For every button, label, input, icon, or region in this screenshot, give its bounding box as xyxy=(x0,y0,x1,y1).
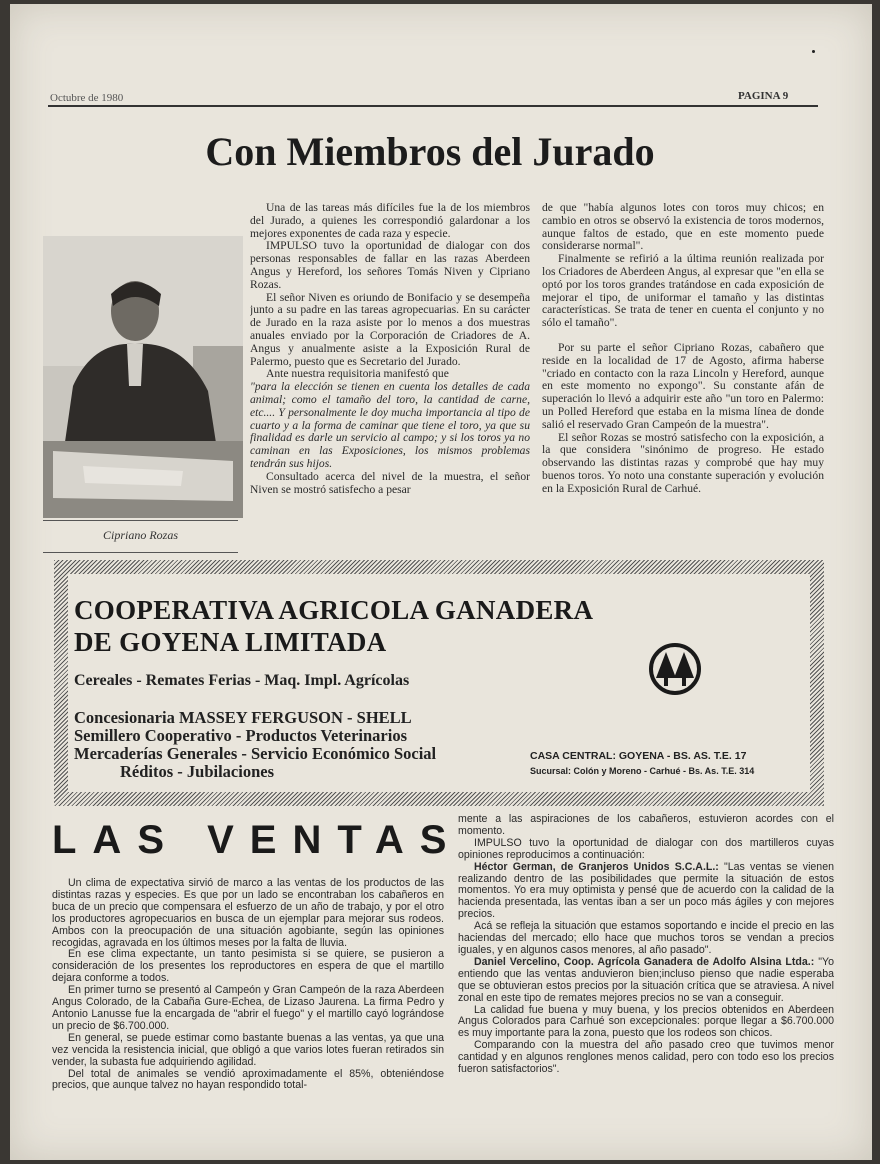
cooperative-advertisement xyxy=(54,560,824,806)
portrait-illustration xyxy=(43,236,243,518)
issue-date: Octubre de 1980 xyxy=(50,92,124,104)
speaker-paragraph xyxy=(458,862,834,922)
paragraph: En ese clima expectante, un tanto pesimista si se quiere, se pusieron a consideración de los presentes los reproductores en espera de que el martillo dejara conforme a todos. xyxy=(52,948,444,985)
ad-seeds-line: Semillero Cooperativo - Productos Veterinarios xyxy=(74,726,408,745)
ventas-column-1 xyxy=(52,878,444,1124)
print-speck xyxy=(812,50,815,53)
photo-caption: Cipriano Rozas xyxy=(102,528,178,542)
paragraph: Ante nuestra requisitoria manifestó que xyxy=(266,367,449,381)
ad-body xyxy=(68,574,810,792)
caption-rule-top xyxy=(43,520,238,521)
speaker-paragraph xyxy=(458,957,834,1005)
article-title-ventas: LAS VENTAS xyxy=(52,818,463,862)
newspaper-page xyxy=(10,4,872,1160)
ad-main-address: CASA CENTRAL: GOYENA - BS. AS. T.E. 17 xyxy=(530,750,747,762)
ad-products-line: Cereales - Remates Ferias - Maq. Impl. Agrícolas xyxy=(74,672,410,689)
portrait-photo xyxy=(43,236,243,518)
page-number: PAGINA 9 xyxy=(738,90,789,102)
paragraph: IMPULSO tuvo la oportunidad de dialogar con dos martilleros cuyas opiniones reproducimos a continuación: xyxy=(458,836,834,861)
speaker-name: Daniel Vercelino, Coop. Agrícola Ganadera de Adolfo Alsina Ltda.: xyxy=(474,955,815,968)
jurado-column-1 xyxy=(250,202,530,552)
speaker-name: Héctor German, de Granjeros Unidos S.C.A.L.: xyxy=(474,860,719,873)
article-title-jurado: Con Miembros del Jurado xyxy=(205,129,655,174)
speaker-quote: "Yo entiendo que las ventas anduvieron bien;incluso pienso que nadie esperaba que se obtuvieran estos precios por la situación crítica que se atraviesa. A nivel zonal en este tipo de remates mejores precios no se van a conseguir. xyxy=(458,955,834,1004)
quote-paragraph: "para la elección se tienen en cuenta los detalles de cada animal; como el tamaño del toro, la cantidad de carne, etc.... Y personalmente le doy mucha importancia al tipo de cuarto y a la forma de caminar que tiene el toro, ya que su finalidad es darle un servicio al campo; y si los toros ya no caminan en las Exposiciones, los mismos problemas tendrán sus hijos. xyxy=(250,380,530,470)
ad-title xyxy=(74,594,593,658)
ad-pension-line: Réditos - Jubilaciones xyxy=(120,762,275,781)
caption-rule-bottom xyxy=(43,552,238,553)
paragraph: Acá se refleja la situación que estamos soportando e incide el precio en las haciendas del mercado; ello hace que muchos toros se vendan a precios iguales, y en algunos casos menores, al año pasado". xyxy=(458,920,834,956)
ad-title-line-1: COOPERATIVA AGRICOLA GANADERA xyxy=(74,595,594,625)
paragraph: Un clima de expectativa sirvió de marco a las ventas de los productos de las distintas razas y especies. Es que por un lado se encontraban los cabañeros en buca de un precio que compensara el esfuerzo de un año de trabajo, y por el otro los productores agropecuarios en busca de un ejemplar para mejorar sus rodeos. Ambos con la preocupación de una situación agobiante, según las opiniones recogidas, agravada en los últimos meses por la falta de lluvia. xyxy=(52,878,444,949)
paragraph: El señor Niven es oriundo de Bonifacio y se desempeña junto a su padre en las tareas agropecuarias. En su carácter de Jurado en la raza asiste por lo menos a dos muestras anuales enviado por la Corporación de Criadores de A. Angus y anualmente asiste a la Exposición Rural de Palermo, puesto que es Secretario del Jurado. xyxy=(250,290,530,368)
ad-branch-address: Sucursal: Colón y Moreno - Carhué - Bs. As. T.E. 314 xyxy=(530,766,755,776)
paragraph: Comparando con la muestra del año pasado creo que tuvimos menor cantidad y en algunos renglones menos calidad, pero con todo eso los precios fueron satisfactorios". xyxy=(458,1039,834,1076)
paragraph: Consultado acerca del nivel de la muestra, el señor Niven se mostró satisfecho a pesar xyxy=(250,469,530,496)
ad-title-line-2: DE GOYENA LIMITADA xyxy=(74,627,387,657)
speaker-quote: "Las ventas se vienen realizando dentro de las posibilidades que permite la situación de estos momentos. Yo era muy optimista y pensé que de acuerdo con la calidad de la hacienda presentada, las ventas iban a ser un poco más ágiles y con mejores precios. xyxy=(458,860,834,921)
ad-dealer-line: Concesionaria MASSEY FERGUSON - SHELL xyxy=(74,708,412,727)
ventas-column-2 xyxy=(458,814,834,1114)
paragraph: El señor Rozas se mostró satisfecho con la exposición, a la que considera "sinónimo de progreso. He estado observando las distintas razas y comprobé que hay muy buenos toros. Yo noto una constante superación y evolución en la Exposición Rural de Carhué. xyxy=(542,430,824,495)
paragraph: mente a las aspiraciones de los cabañeros, estuvieron acordes con el momento. xyxy=(458,814,834,837)
header-rule xyxy=(48,105,818,107)
paragraph: Por su parte el señor Cipriano Rozas, cabañero que reside en la localidad de 17 de Agosto, afirma haberse "criado en contacto con la raza Lincoln y Hereford, aunque en este momento no expongo". Su constante afán de superación lo llevó a adquirir este año "un toro en Palermo: un Polled Hereford que estaba en la misma línea de donde salió el reservado Gran Campeón de la muestra". xyxy=(542,340,824,431)
paragraph: IMPULSO tuvo la oportunidad de dialogar con dos personas responsables de fallar en las razas Aberdeen Angus y Hereford, los señores Tomás Niven y Cipriano Rozas. xyxy=(250,239,530,291)
paragraph: La calidad fue buena y muy buena, y los precios obtenidos en Aberdeen Angus Colorados para Carhué son excepcionales: porque llegar a $6.700.000 es muy importante para la zona, puesto que los rodeos son chicos. xyxy=(458,1003,834,1040)
cooperative-pine-trees-logo-icon xyxy=(646,640,704,698)
paragraph: Del total de animales se vendió aproximadamente el 85%, obteniéndose precios, que aunque talvez no hayan respondido total- xyxy=(52,1067,444,1092)
paragraph: En general, se puede estimar como bastante buenas a las ventas, ya que una vez vencida la resistencia inicial, que obligó a que varios lotes fueran retirados sin vender, la subasta fue adquiriendo agilidad. xyxy=(52,1031,444,1068)
paragraph: de que "había algunos lotes con toros muy chicos; en cambio en otros se observó la existencia de toros modernos, aunque faltos de estado, que en este momento puede considerarse normal". xyxy=(542,202,824,253)
paragraph: Finalmente se refirió a la última reunión realizada por los Criadores de Aberdeen Angus, al expresar que "en ella se optó por los toros grandes tratándose en cada exposición de mejorar el tipo, de uniformar el tamaño y las distintas características. Se trata de tener en cuenta el conjunto y no sólo el tamaño". xyxy=(542,252,824,330)
paragraph: En primer turno se presentó al Campeón y Gran Campeón de la raza Aberdeen Angus Colorado, de la Cabaña Gure-Echea, de Lizaso Jaurena. La firma Pedro y Antonio Lanusse fue la encargada de "abrir el fuego" y el martillo cayó lográndose un precio de $6.700.000. xyxy=(52,984,444,1032)
jurado-column-2 xyxy=(542,202,824,552)
paragraph: Una de las tareas más difíciles fue la de los miembros del Jurado, a quienes les correspondió galardonar a los mejores exponentes de cada raza y especie. xyxy=(250,202,530,240)
ad-goods-line: Mercaderías Generales - Servicio Económico Social xyxy=(74,744,437,763)
